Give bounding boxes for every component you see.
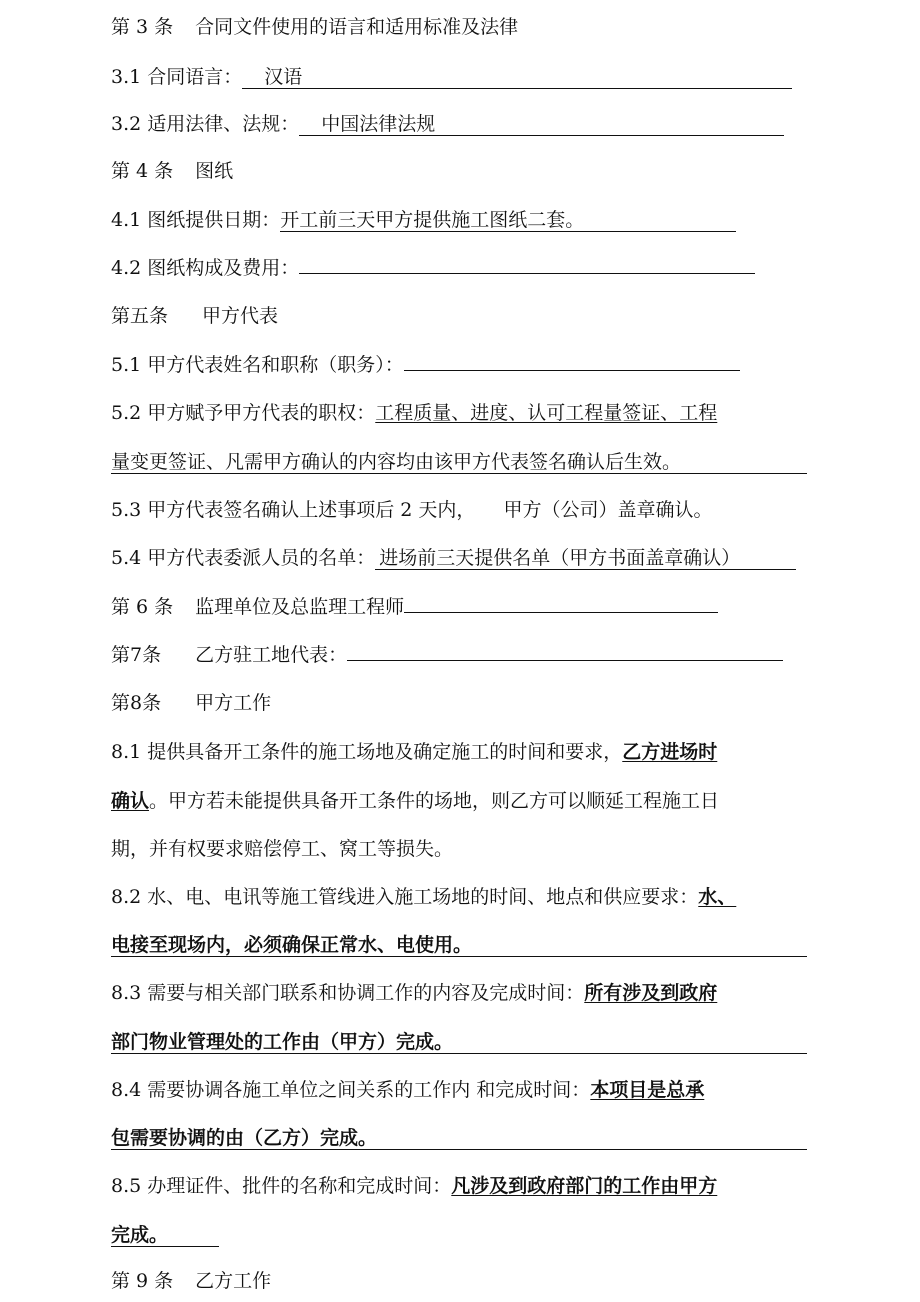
article-3-heading	[111, 14, 518, 40]
clause-8-2-line-2	[111, 932, 807, 958]
clause-8-4-line-1	[111, 1077, 704, 1103]
clause-8-1-line-3	[111, 836, 453, 862]
clause-value-field	[242, 66, 792, 89]
clause-value-field	[111, 451, 807, 474]
clause-label: 5.1 甲方代表姓名和职称（职务）：	[111, 354, 404, 376]
clause-value-field	[111, 1127, 807, 1150]
blank-field	[347, 660, 783, 661]
clause-value: 汉语	[264, 66, 303, 88]
clause-label: 8.4 需要协调各施工单位之间关系的工作内 和完成时间：	[111, 1079, 591, 1101]
clause-text-2: 甲方（公司）盖章确认。	[503, 499, 713, 521]
clause-value: 工程质量、进度、认可工程量签证、工程	[375, 402, 718, 424]
clause-value-field	[280, 209, 736, 232]
clause-value-field	[111, 1031, 807, 1054]
clause-emphasis: 确认	[111, 790, 150, 812]
clause-value: 量变更签证、凡需甲方确认的内容均由该甲方代表签名确认后生效。	[111, 451, 682, 473]
article-title: 甲方工作	[195, 692, 272, 714]
clause-value: 凡涉及到政府部门的工作由甲方	[451, 1175, 718, 1197]
clause-8-1-line-2	[111, 788, 719, 814]
clause-value: 进场前三天提供名单（甲方书面盖章确认）	[379, 547, 741, 569]
clause-emphasis: 乙方进场时	[622, 741, 718, 763]
clause-label: 3.1 合同语言：	[111, 66, 243, 88]
clause-value: 本项目是总承	[590, 1079, 705, 1101]
clause-value: 水、	[698, 886, 737, 908]
clause-8-3-line-2	[111, 1029, 807, 1055]
clause-text: 8.1 提供具备开工条件的施工场地及确定施工的时间和要求，	[111, 741, 623, 763]
clause-value: 开工前三天甲方提供施工图纸二套。	[280, 209, 585, 231]
article-number: 第8条	[111, 692, 162, 714]
clause-value-field	[299, 113, 784, 136]
article-title: 合同文件使用的语言和适用标准及法律	[195, 16, 519, 38]
clause-3-2	[111, 111, 784, 137]
article-title: 乙方驻工地代表：	[195, 644, 348, 666]
article-number: 第 6 条	[111, 596, 174, 618]
clause-5-2-line-2	[111, 449, 807, 475]
article-number: 第五条	[111, 305, 169, 327]
clause-label: 5.2 甲方赋予甲方代表的职权：	[111, 402, 376, 424]
clause-value-field	[111, 1224, 219, 1247]
clause-8-5-line-2	[111, 1222, 219, 1248]
clause-text: 。甲方若未能提供具备开工条件的场地，则乙方可以顺延工程施工日	[149, 790, 720, 812]
article-9-heading	[111, 1268, 271, 1294]
article-6-heading	[111, 594, 718, 620]
article-title: 甲方代表	[202, 305, 279, 327]
clause-value: 所有涉及到政府	[584, 982, 718, 1004]
clause-8-3-line-1	[111, 980, 717, 1006]
article-number: 第7条	[111, 644, 162, 666]
clause-8-1-line-1	[111, 739, 717, 765]
clause-label: 5.4 甲方代表委派人员的名单：	[111, 547, 376, 569]
article-7-heading	[111, 642, 783, 668]
article-title: 乙方工作	[195, 1270, 272, 1292]
clause-value: 部门物业管理处的工作由（甲方）完成。	[111, 1031, 454, 1053]
article-title: 图纸	[195, 160, 234, 182]
article-number: 第 9 条	[111, 1270, 174, 1292]
clause-value: 包需要协调的由（乙方）完成。	[111, 1127, 378, 1149]
article-4-heading	[111, 158, 233, 184]
blank-field	[404, 612, 718, 613]
clause-text: 期，并有权要求赔偿停工、窝工等损失。	[111, 838, 454, 860]
clause-5-4	[111, 545, 796, 571]
clause-5-1	[111, 352, 740, 378]
clause-5-3	[111, 497, 712, 523]
clause-5-2-line-1	[111, 400, 717, 426]
clause-value: 中国法律法规	[321, 113, 436, 135]
article-8-heading	[111, 690, 271, 716]
clause-value-field	[375, 547, 796, 570]
clause-4-1	[111, 207, 736, 233]
clause-value-field	[111, 934, 807, 957]
clause-value-field	[299, 273, 755, 274]
clause-8-2-line-1	[111, 884, 736, 910]
clause-label: 8.2 水、电、电讯等施工管线进入施工场地的时间、地点和供应要求：	[111, 886, 699, 908]
clause-label: 3.2 适用法律、法规：	[111, 113, 300, 135]
clause-label: 8.3 需要与相关部门联系和协调工作的内容及完成时间：	[111, 982, 585, 1004]
clause-8-4-line-2	[111, 1125, 807, 1151]
clause-label: 4.2 图纸构成及费用：	[111, 257, 300, 279]
clause-value: 电接至现场内，必须确保正常水、电使用。	[111, 934, 473, 956]
clause-4-2	[111, 255, 755, 281]
article-5-heading	[111, 303, 278, 329]
clause-8-5-line-1	[111, 1173, 717, 1199]
clause-text: 5.3 甲方代表签名确认上述事项后 2 天内，	[111, 499, 476, 521]
article-number: 第 4 条	[111, 160, 174, 182]
clause-value: 完成。	[111, 1224, 169, 1246]
clause-label: 4.1 图纸提供日期：	[111, 209, 281, 231]
clause-value-field	[404, 370, 740, 371]
article-number: 第 3 条	[111, 16, 174, 38]
clause-label: 8.5 办理证件、批件的名称和完成时间：	[111, 1175, 452, 1197]
article-title: 监理单位及总监理工程师	[195, 596, 405, 618]
clause-3-1	[111, 64, 792, 90]
